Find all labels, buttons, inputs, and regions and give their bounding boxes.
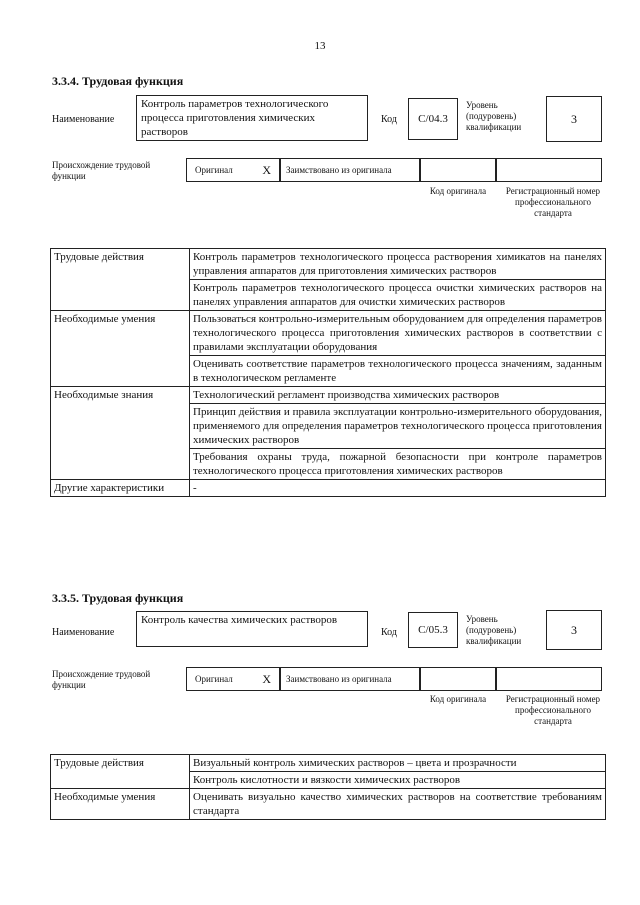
row-item: Требования охраны труда, пожарной безопасности при контроле параметров технологического процесса приготовления химических растворов (190, 449, 606, 480)
code-original-cell (420, 667, 496, 691)
origin-row (186, 158, 602, 182)
name-value: Контроль качества химических растворов (141, 614, 338, 626)
borrowed-label: Заимствовано из оригинала (286, 674, 392, 684)
row-label: Необходимые знания (51, 387, 190, 480)
table-row (51, 480, 606, 497)
row-item: Оценивать соответствие параметров технологического процесса значениям, заданным в технологическом регламенте (190, 356, 606, 387)
code-label: Код (381, 627, 397, 638)
name-label: Наименование (52, 114, 115, 125)
level-value: 3 (571, 111, 577, 126)
name-value-box (136, 611, 368, 647)
borrowed-label: Заимствовано из оригинала (286, 165, 392, 175)
table-row (51, 249, 606, 280)
code-original-label: Код оригинала (429, 186, 487, 196)
page-number: 13 (314, 40, 326, 52)
code-value-box (408, 98, 458, 140)
table-row (51, 755, 606, 772)
origin-label: Происхождение трудовой функции (52, 160, 151, 181)
table-row (51, 789, 606, 820)
code-label: Код (381, 114, 397, 125)
name-value: Контроль параметров технологического процесса приготовления химических растворов (141, 98, 329, 138)
row-label: Трудовые действия (51, 249, 190, 311)
row-label: Необходимые умения (51, 789, 190, 820)
original-mark: X (262, 162, 271, 177)
borrowed-cell (280, 667, 420, 691)
row-item: Технологический регламент производства химических растворов (190, 387, 606, 404)
function-table (50, 248, 606, 497)
level-value: 3 (571, 622, 577, 637)
reg-number-label: Регистрационный номер профессионального стандарта (505, 186, 601, 218)
table-row (51, 387, 606, 404)
level-label: Уровень (подуровень) квалификации (466, 100, 522, 132)
row-item: Контроль параметров технологического процесса растворения химикатов на панелях управления аппаратов для приготовления химических растворов (190, 249, 606, 280)
row-label: Трудовые действия (51, 755, 190, 789)
table-row (51, 311, 606, 356)
row-label: Другие характеристики (51, 480, 190, 497)
row-item: Визуальный контроль химических растворов – цвета и прозрачности (190, 755, 606, 772)
row-label: Необходимые умения (51, 311, 190, 387)
original-cell (186, 667, 280, 691)
level-value-box (546, 610, 602, 650)
borrowed-cell (280, 158, 420, 182)
code-original-label: Код оригинала (429, 694, 487, 704)
reg-number-cell (496, 158, 602, 182)
origin-label: Происхождение трудовой функции (52, 669, 151, 690)
row-item: Пользоваться контрольно-измерительным оборудованием для определения параметров технологического процесса приготовления химических растворов в соответствии с правилами эксплуатации оборудования (190, 311, 606, 356)
row-item: Оценивать визуально качество химических растворов на соответствие требованиям стандарта (190, 789, 606, 820)
function-table (50, 754, 606, 820)
row-item: Принцип действия и правила эксплуатации контрольно-измерительного оборудования, применяемого для определения параметров технологического процесса приготовления химических растворов (190, 404, 606, 449)
code-value: С/04.3 (418, 113, 448, 125)
origin-row (186, 667, 602, 691)
code-value-box (408, 612, 458, 648)
level-label: Уровень (подуровень) квалификации (466, 614, 522, 646)
original-cell (186, 158, 280, 182)
section-title: 3.3.4. Трудовая функция (52, 74, 184, 88)
original-label: Оригинал (195, 165, 233, 175)
code-value: С/05.3 (418, 624, 448, 636)
row-item: Контроль параметров технологического процесса очистки химических растворов на панелях управления аппаратов для очистки химических растворов (190, 280, 606, 311)
name-label: Наименование (52, 627, 115, 638)
original-mark: X (262, 671, 271, 686)
code-original-cell (420, 158, 496, 182)
reg-number-label: Регистрационный номер профессионального стандарта (505, 694, 601, 726)
reg-number-cell (496, 667, 602, 691)
row-item: Контроль кислотности и вязкости химических растворов (190, 772, 606, 789)
row-item: - (190, 480, 606, 497)
name-value-box (136, 95, 368, 141)
original-label: Оригинал (195, 674, 233, 684)
level-value-box (546, 96, 602, 142)
section-title: 3.3.5. Трудовая функция (52, 591, 184, 605)
